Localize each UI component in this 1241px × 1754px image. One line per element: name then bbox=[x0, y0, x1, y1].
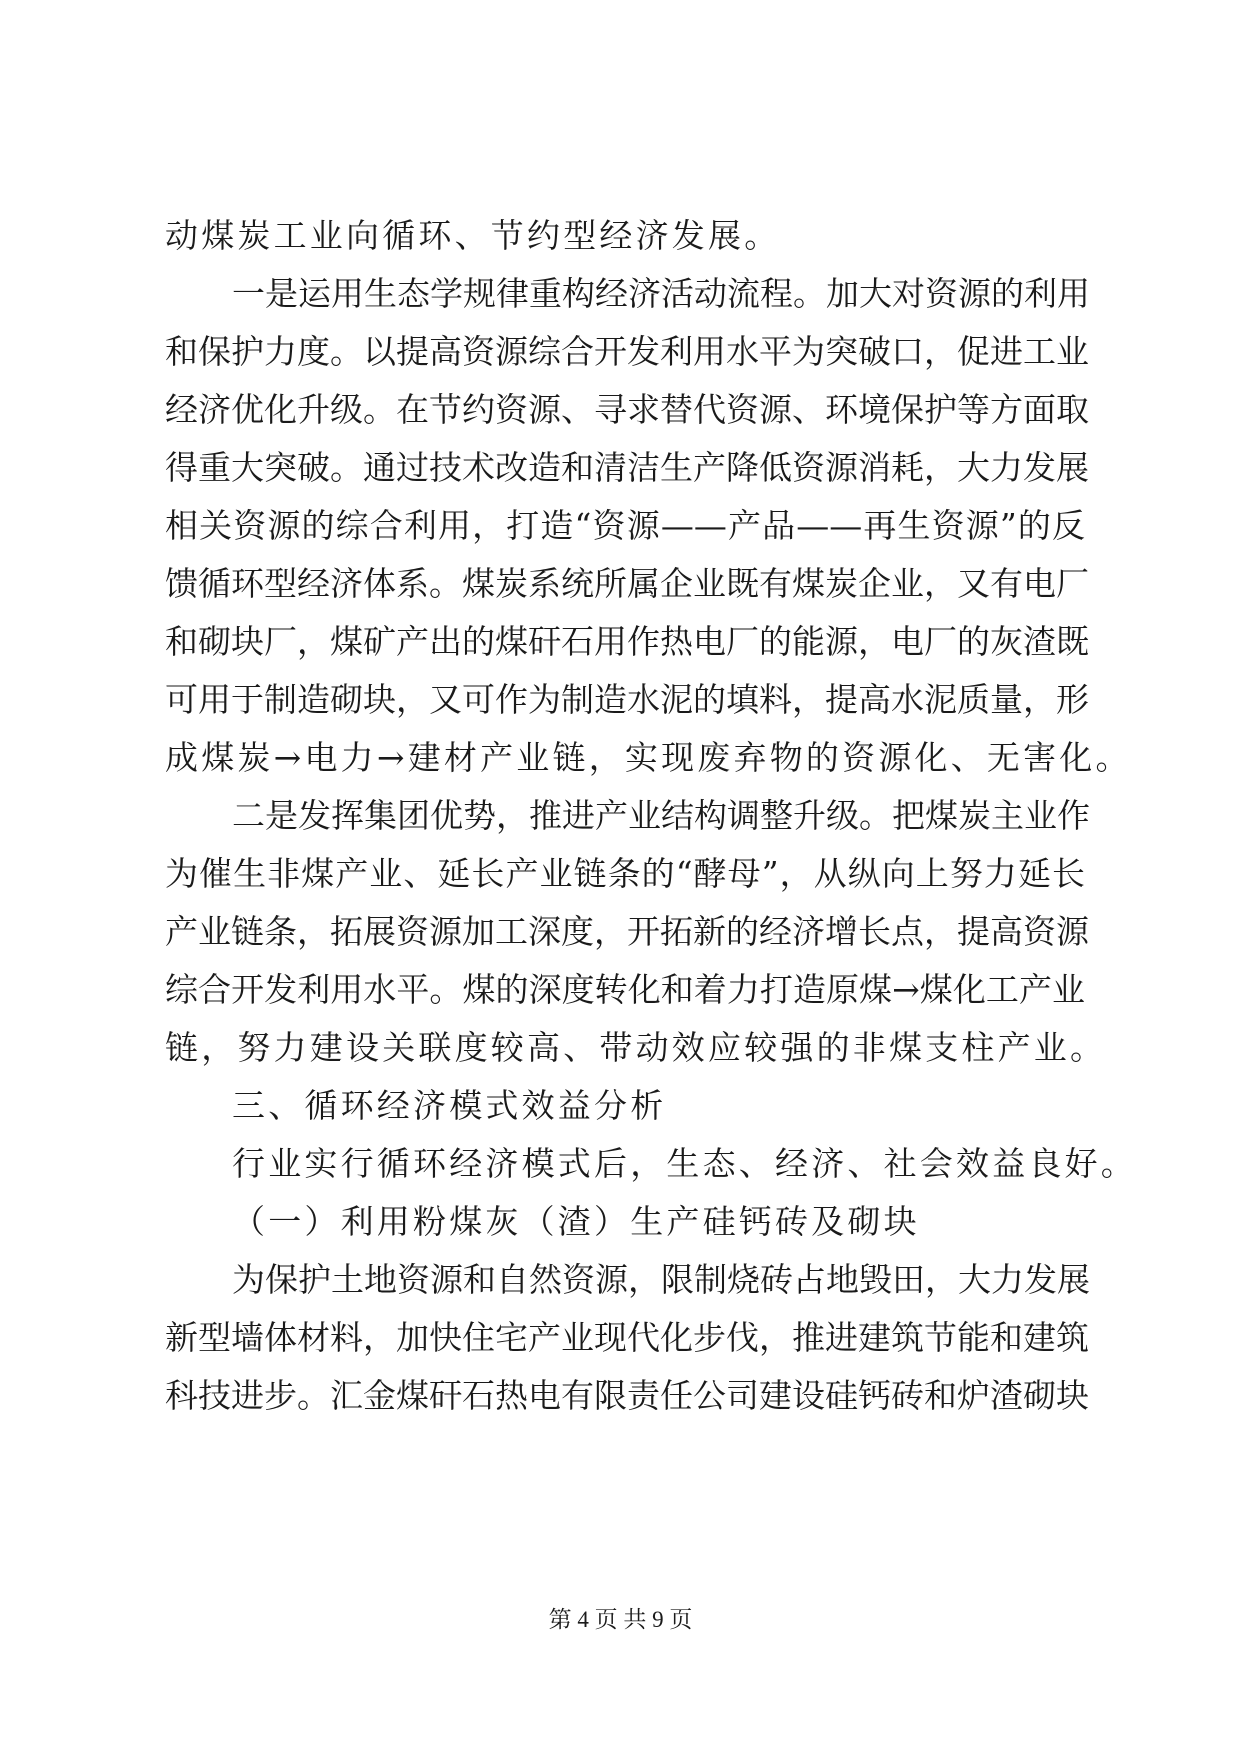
page-number-footer: 第 4 页 共 9 页 bbox=[548, 1607, 693, 1632]
paragraph-start-line: 为保护土地资源和自然资源，限制烧砖占地毁田，大力发展 bbox=[232, 1260, 1090, 1299]
text-line: 新型墙体材料，加快住宅产业现代化步伐，推进建筑节能和建筑 bbox=[165, 1318, 1089, 1357]
text-line: 成煤炭→电力→建材产业链，实现废弃物的资源化、无害化。 bbox=[165, 738, 1132, 777]
text-line: 和保护力度。以提高资源综合开发利用水平为突破口，促进工业 bbox=[165, 332, 1089, 371]
text-line: 和砌块厂，煤矿产出的煤矸石用作热电厂的能源，电厂的灰渣既 bbox=[165, 622, 1089, 661]
text-line: 综合开发利用水平。煤的深度转化和着力打造原煤→煤化工产业 bbox=[165, 970, 1085, 1009]
text-line: 链，努力建设关联度较高、带动效应较强的非煤支柱产业。 bbox=[165, 1028, 1107, 1067]
paragraph-start-line: 二是发挥集团优势，推进产业结构调整升级。把煤炭主业作 bbox=[232, 796, 1090, 835]
text-line: 为催生非煤产业、延长产业链条的“酵母”，从纵向上努力延长 bbox=[165, 854, 1085, 893]
text-line: 相关资源的综合利用，打造“资源——产品——再生资源”的反 bbox=[165, 506, 1085, 545]
text-line: 经济优化升级。在节约资源、寻求替代资源、环境保护等方面取 bbox=[165, 390, 1089, 429]
text-line: 得重大突破。通过技术改造和清洁生产降低资源消耗，大力发展 bbox=[165, 448, 1089, 487]
subsection-heading: （一）利用粉煤灰（渣）生产硅钙砖及砌块 bbox=[232, 1202, 920, 1241]
text-line: 动煤炭工业向循环、节约型经济发展。 bbox=[165, 216, 781, 255]
text-line: 可用于制造砌块，又可作为制造水泥的填料，提高水泥质量，形 bbox=[165, 680, 1089, 719]
text-line: 科技进步。汇金煤矸石热电有限责任公司建设硅钙砖和炉渣砌块 bbox=[165, 1376, 1089, 1415]
text-line: 馈循环型经济体系。煤炭系统所属企业既有煤炭企业，又有电厂 bbox=[165, 564, 1089, 603]
paragraph-start-line: 行业实行循环经济模式后，生态、经济、社会效益良好。 bbox=[232, 1144, 1137, 1183]
paragraph-start-line: 一是运用生态学规律重构经济活动流程。加大对资源的利用 bbox=[232, 274, 1090, 313]
text-line: 产业链条，拓展资源加工深度，开拓新的经济增长点，提高资源 bbox=[165, 912, 1089, 951]
section-heading: 三、循环经济模式效益分析 bbox=[232, 1086, 667, 1125]
